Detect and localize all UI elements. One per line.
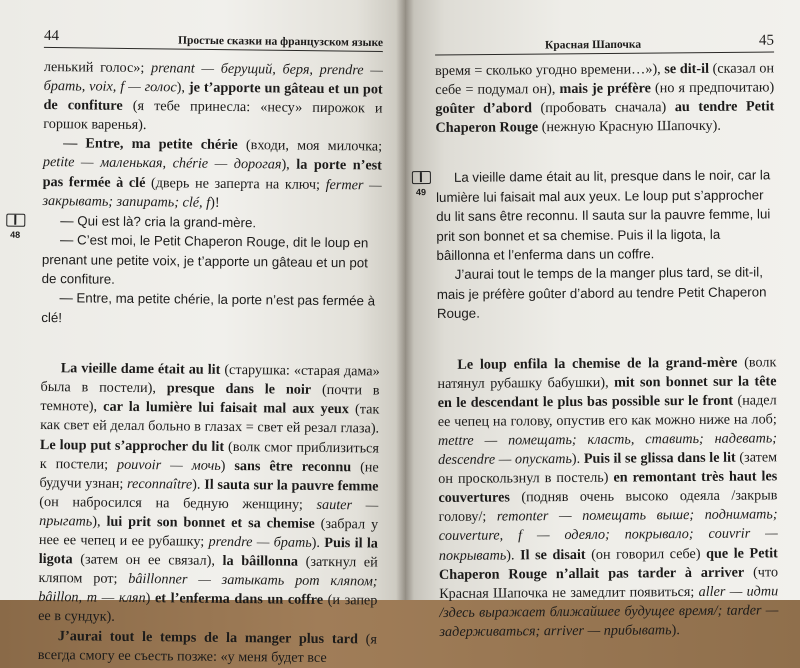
text-span: en remontant très haut les couvertures xyxy=(438,468,778,507)
right-page xyxy=(405,0,800,640)
text-span: (сказал он себе = подумал он), xyxy=(435,60,775,99)
text-span: закрывать; запирать; clé, f xyxy=(42,192,211,211)
text-span: Puis il se glissa dans le lit xyxy=(583,449,736,467)
text-span: (подняв очень высоко одеяла /закрыв голову/; xyxy=(438,487,778,526)
text-span: reconnaître xyxy=(127,475,193,493)
paragraph: J’aurai tout le temps de la manger plus tard, se dit-il, mais je préfère goûter d’abord au tendre Petit Chaperon Rouge. xyxy=(436,264,767,322)
right-page-number: 45 xyxy=(758,32,775,49)
text-span: (входи, моя милочка; xyxy=(237,137,383,155)
text-span: presque dans le noir xyxy=(166,380,312,399)
text-span: car la lumière lui faisait mal aux yeux xyxy=(103,399,349,418)
text-span: ) xyxy=(220,457,235,474)
text-span: J’aurai tout le temps de la manger plus tard xyxy=(57,627,358,647)
text-span: lui prit son bonnet et sa chemise xyxy=(106,513,315,532)
text-span: mais je préfère xyxy=(559,80,651,98)
text-span: брать, voix, f — голос xyxy=(43,78,177,96)
text-span: la bâillonna xyxy=(222,553,299,570)
text-span: La vieille dame était au lit xyxy=(60,360,221,379)
book-icon xyxy=(6,213,25,226)
left-page-number: 44 xyxy=(43,27,60,45)
right-bottom-commentary xyxy=(437,353,778,642)
text-span: sans être reconnu xyxy=(234,457,352,475)
left-page-header xyxy=(44,28,383,52)
text-span: Puis il la ligota xyxy=(38,534,379,568)
text-span: Il sauta sur la pauvre femme xyxy=(204,476,379,495)
left-bottom-commentary xyxy=(38,359,380,668)
text-span: sauter — прыгать xyxy=(39,496,379,530)
spacer xyxy=(436,136,775,169)
marker-page-ref: 49 xyxy=(415,187,427,198)
text-span: горшок варенья). xyxy=(43,116,147,134)
text-span: (забрал у нее ее чепец и ее рубашку; xyxy=(38,515,379,550)
paragraph xyxy=(38,626,377,668)
text-span: (но я предпочитаю) xyxy=(650,79,775,97)
text-span: (волк смог приблизиться к постели; xyxy=(39,438,380,473)
paragraph: La vieille dame était au lit, presque dans le noir, car la lumière lui faisait mal aux yeux. Le loup put s’approcher du lit sans être reconnu. Il sauta sur la pauvre femme, lui prit son bonnet et sa chemise. Puis il la ligota, la bâillonna et l’enferma dans un coffre. xyxy=(436,167,771,263)
text-span: mettre — помещать; класть, ставить; надевать; descendre — опускать xyxy=(437,430,778,469)
marker-page-ref: 48 xyxy=(10,229,21,240)
text-span: (я всегда смогу ее съесть позже: «у меня будет все xyxy=(37,630,378,666)
book-marker xyxy=(410,171,432,205)
left-top-commentary xyxy=(42,58,383,214)
text-span: goûter d’abord xyxy=(435,100,533,118)
text-span: prenant — берущий, беря, prendre — xyxy=(151,60,383,79)
text-span: remonter — помещать выше; поднимать; couverture, f — одеяло; покрывало; couvrir — покрывать xyxy=(438,506,778,564)
paragraph xyxy=(437,353,778,642)
text-span: ), xyxy=(281,156,297,174)
text-span: (дверь не заперта на ключ; xyxy=(145,174,326,193)
text-span: Le loup enfila la chemise de la grand-mère xyxy=(457,354,738,373)
text-span: la porte n’est xyxy=(296,157,382,175)
right-running-title: Красная Шапочка xyxy=(544,38,642,52)
right-top-commentary xyxy=(435,59,775,138)
left-page-body xyxy=(10,58,383,668)
right-page-header xyxy=(435,33,774,56)
text-span: je t’apporte un gâteau et un xyxy=(188,79,360,98)
spacer xyxy=(437,321,776,356)
text-span: ). xyxy=(192,476,205,493)
text-span: (пробовать сначала) xyxy=(531,99,675,117)
text-span: (почти в темноте), xyxy=(40,382,380,416)
text-span: au tendre Petit Chaperon Rouge xyxy=(435,98,775,137)
text-span: mit son bonnet sur la tête en le descendant le plus bas possible sur le front xyxy=(437,373,777,411)
text-span: ), xyxy=(92,513,107,530)
text-span: (я тебе принесла: «несу» пирожок и xyxy=(122,98,383,117)
paragraph: — C’est moi, le Petit Chaperon Rouge, dit le loup en prenant une petite voix, je t’apporte un gâteau et un pot de confiture. xyxy=(41,232,369,287)
text-span: (старушка: «старая дама» была в постели), xyxy=(40,362,380,397)
paragraph xyxy=(42,134,382,214)
text-span: ), xyxy=(176,79,190,96)
paragraph xyxy=(43,58,383,138)
text-span: Le loup put s’approcher du lit xyxy=(39,436,225,455)
text-span: время = сколько угодно времени…»), xyxy=(435,61,665,79)
text-span: pas fermée à clé xyxy=(42,173,146,191)
text-span: (волк натянул рубашку бабушки), xyxy=(437,353,777,392)
text-span: pouvoir — мочь xyxy=(116,456,221,474)
right-summary-text xyxy=(436,166,776,324)
text-span: (он говорил себе) xyxy=(585,545,707,563)
text-span: (надел ее чепец на голову, опустив его как можно ниже на лоб; xyxy=(437,392,777,430)
text-span: ленький голос»; xyxy=(43,58,152,77)
text-span: ). xyxy=(506,546,521,564)
paragraph xyxy=(38,359,380,630)
paragraph: — Entre, ma petite chérie, la porte n’est pas fermée à clé! xyxy=(41,290,376,325)
text-span: (затем он ее связал), xyxy=(72,551,223,570)
text-span: prendre — брать xyxy=(208,533,312,551)
text-span: (что Красная Шапочка не замедлит появиться; xyxy=(439,563,779,602)
text-span: (заткнул ей кляпом рот; xyxy=(38,553,378,588)
text-span: aller — идти /здесь выражает ближайшее будущее время/; tarder — задерживаться; arriver — прибывать xyxy=(439,583,779,640)
text-span: que le Petit Chaperon Rouge n’allait pas tarder à arriver xyxy=(438,544,778,583)
book-marker xyxy=(4,213,26,247)
left-summary-text xyxy=(41,211,381,331)
left-summary-block xyxy=(10,211,381,331)
book-icon xyxy=(411,171,430,184)
text-span: ) xyxy=(145,590,156,607)
text-span: (он набросился на бедную женщину; xyxy=(39,493,317,513)
text-span: (не будучи узнан; xyxy=(39,458,379,492)
text-span: bâillonner — затыкать рот кляпом; bâillon, m — кляп xyxy=(38,571,378,607)
left-running-title: Простые сказки на французском языке xyxy=(177,34,384,50)
text-span: et l’enferma dans un coffre xyxy=(154,590,324,609)
paragraph xyxy=(435,59,775,138)
text-span: petite — маленькая, chérie — дорогая xyxy=(42,154,282,173)
text-span: (нежную Красную Шапочку). xyxy=(538,118,721,136)
right-page-body xyxy=(415,59,779,642)
text-span: ). xyxy=(571,450,584,468)
text-span: (так как свет ей делал больно в глазах = свет ей резал глаза). xyxy=(40,401,380,437)
text-span: (затем он проскользнул в постель) xyxy=(438,449,778,488)
text-span: — Entre, ma petite chérie xyxy=(63,135,238,154)
text-span: (и запер ее в сундук). xyxy=(38,592,378,626)
text-span: fermer — xyxy=(325,176,382,194)
text-span: se dit-il xyxy=(664,60,710,78)
text-span: Il se disait xyxy=(520,546,586,563)
text-span: ). xyxy=(311,534,325,551)
paragraph: — Qui est là? cria la grand-mère. xyxy=(60,212,257,230)
text-span: ). xyxy=(671,622,680,639)
text-span: )! xyxy=(210,194,220,211)
text-span: pot de confiture xyxy=(43,81,383,115)
spacer xyxy=(41,327,380,363)
right-summary-block xyxy=(415,166,776,324)
